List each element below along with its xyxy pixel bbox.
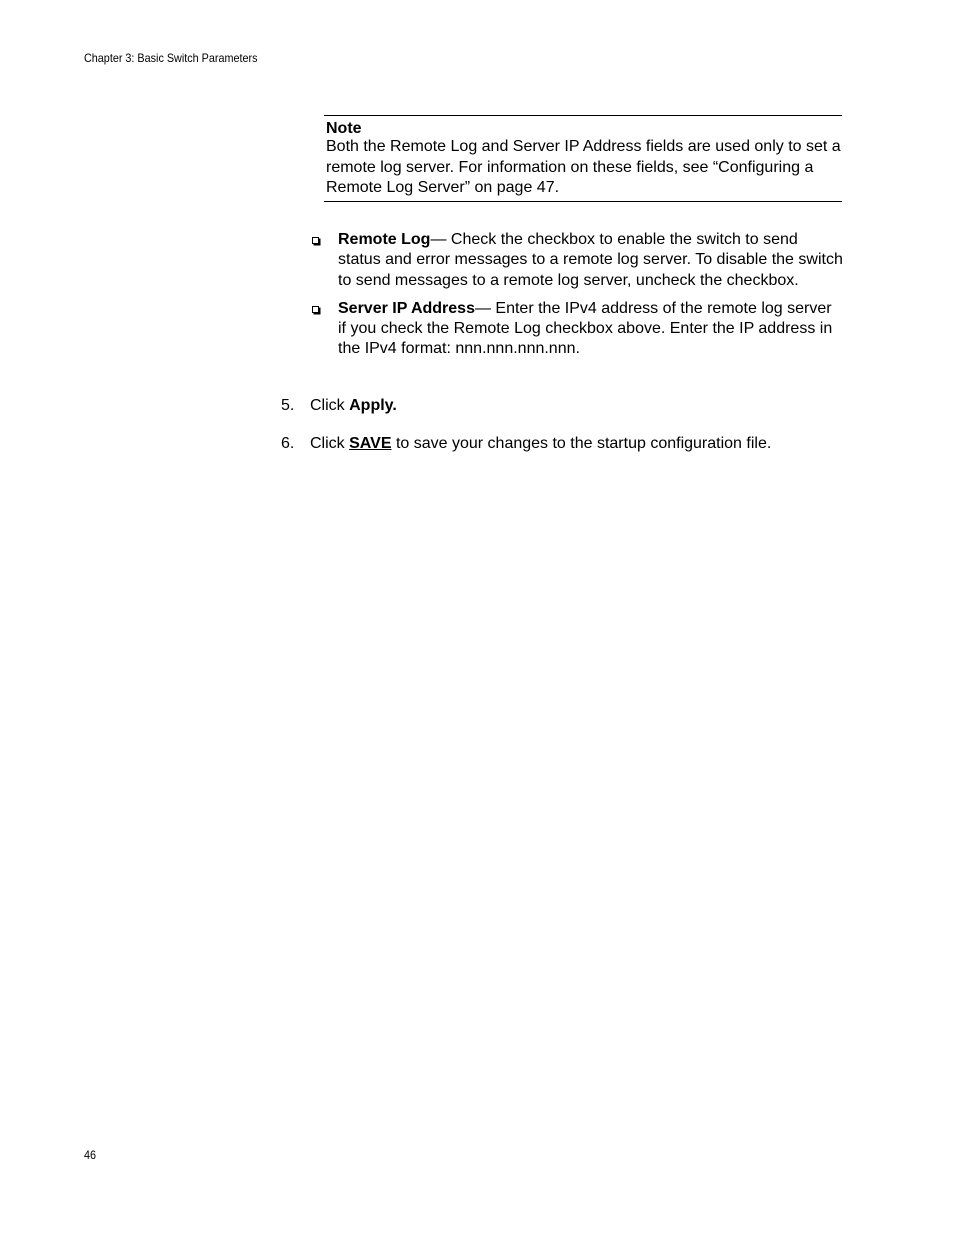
field-description-list <box>308 230 844 368</box>
step-text: Click <box>310 397 350 414</box>
step-number: 6. <box>281 435 295 452</box>
note-text: Both the Remote Log and Server IP Address fields are used only to set a remote log server. For information on these fields, see “Configuring a Remote Log Server” on page 47. <box>326 138 841 196</box>
step-number: 5. <box>281 397 295 414</box>
square-bullet-icon <box>312 237 319 244</box>
field-term: Server IP Address <box>338 299 475 317</box>
note-title: Note <box>326 120 362 137</box>
list-item-remote-log <box>308 230 844 291</box>
field-term: Remote Log <box>338 231 431 248</box>
field-description: — Check the checkbox to enable the switch to send status and error messages to a remote log server. To disable the switch to send messages to a remote log server, uncheck the checkbox. <box>338 231 843 289</box>
note-box <box>324 115 842 202</box>
step-click-apply <box>281 396 397 416</box>
step-text-suffix: to save your changes to the startup configuration file. <box>391 435 772 452</box>
apply-button-reference: Apply. <box>349 397 397 414</box>
square-bullet-icon <box>312 306 319 313</box>
step-text: Click <box>310 435 350 452</box>
running-header: Chapter 3: Basic Switch Parameters <box>84 51 258 65</box>
step-click-save <box>281 434 771 454</box>
save-button-reference: SAVE <box>349 435 392 452</box>
page-number: 46 <box>84 1148 97 1162</box>
field-description: — Enter the IPv4 address of the remote log server if you check the Remote Log checkbox above. Enter the IP address in the IPv4 format: nnn.nnn.nnn.nnn. <box>338 299 833 358</box>
list-item-server-ip-address <box>308 299 844 360</box>
